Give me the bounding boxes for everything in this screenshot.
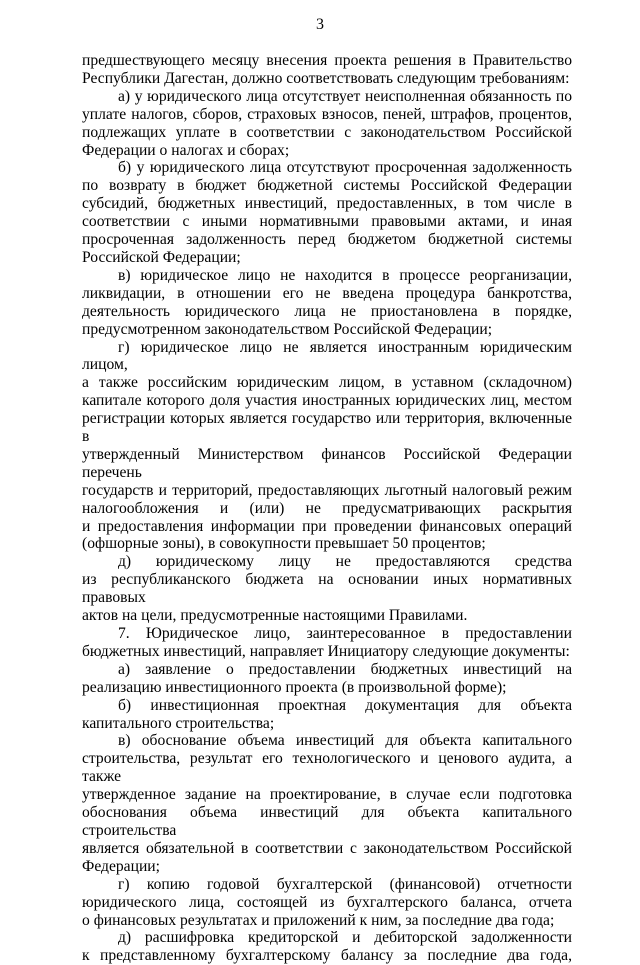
text-line: государств и территорий, предоставляющих льготный налоговый режим (82, 481, 572, 499)
text-line: в) обоснование объема инвестиций для объекта капитального (118, 732, 572, 750)
text-line: бюджетных инвестиций, направляет Инициатору следующие документы: (82, 642, 570, 660)
text-line: Российской Федерации; (82, 248, 241, 266)
text-line: (офшорные зоны), в совокупности превышает 50 процентов; (82, 535, 486, 553)
text-line: Республики Дагестан, должно соответствовать следующим требованиям: (82, 69, 570, 87)
text-line: капитального строительства; (82, 714, 275, 732)
text-line: из республиканского бюджета на основании иных нормативных правовых (82, 571, 572, 607)
text-line: уплате налогов, сборов, страховых взносов, пеней, штрафов, процентов, (82, 105, 572, 123)
text-line: реализацию инвестиционного проекта (в произвольной форме); (82, 678, 507, 696)
text-line: и предоставления информации при проведении финансовых операций (82, 517, 572, 535)
text-line: актов на цели, предусмотренные настоящими Правилами. (82, 607, 468, 625)
text-line: Федерации; (82, 857, 160, 875)
text-line: к представленному бухгалтерскому балансу за последние два года, (82, 947, 572, 965)
document-body (82, 52, 572, 965)
text-line: соответствии с иными нормативными правовыми актами, и иная (82, 213, 572, 231)
text-line: 7. Юридическое лицо, заинтересованное в предоставлении (118, 625, 572, 642)
text-line: о финансовых результатах и приложений к ним, за последние два года; (82, 911, 555, 929)
page-number: 3 (316, 16, 324, 33)
text-line: является обязательной в соответствии с законодательством Российской (82, 839, 572, 857)
text-line: деятельность юридического лица не приостановлена в порядке, (82, 302, 572, 320)
text-line: регистрации которых является государство или территория, включенные в (82, 410, 572, 446)
text-line: предшествующего месяцу внесения проекта решения в Правительство (82, 52, 572, 69)
text-line: утвержденный Министерством финансов Российской Федерации перечень (82, 445, 572, 481)
text-line: утвержденное задание на проектирование, в случае если подготовка (82, 786, 572, 804)
text-line: д) расшифровка кредиторской и дебиторской задолженности (118, 929, 572, 947)
text-line: г) копию годовой бухгалтерской (финансовой) отчетности (118, 875, 572, 893)
text-line: а) заявление о предоставлении бюджетных инвестиций на (118, 660, 572, 678)
text-line: в) юридическое лицо не находится в процессе реорганизации, (118, 266, 572, 284)
text-line: Федерации о налогах и сборах; (82, 141, 290, 159)
text-line: ликвидации, в отношении его не введена процедура банкротства, (82, 284, 572, 302)
text-line: юридического лица, состоящей из бухгалтерского баланса, отчета (82, 893, 572, 911)
text-line: д) юридическому лицу не предоставляются средства (118, 553, 572, 571)
text-line: строительства, результат его технологического и ценового аудита, а также (82, 750, 572, 786)
text-line: обоснования объема инвестиций для объекта капитального строительства (82, 804, 572, 839)
text-line: просроченная задолженность перед бюджетом бюджетной системы (82, 231, 572, 249)
text-line: капитале которого доля участия иностранных юридических лиц, местом (82, 392, 572, 410)
text-line: налогообложения и (или) не предусматривающих раскрытия (82, 499, 572, 517)
text-line: б) инвестиционная проектная документация для объекта (118, 696, 572, 714)
text-line: а) у юридического лица отсутствует неисполненная обязанность по (118, 87, 572, 105)
text-line: по возврату в бюджет бюджетной системы Российской Федерации (82, 177, 572, 195)
text-line: субсидий, бюджетных инвестиций, предоставленных, в том числе в (82, 195, 572, 213)
text-line: г) юридическое лицо не является иностранным юридическим лицом, (82, 338, 572, 374)
text-line: предусмотренном законодательством Российской Федерации; (82, 320, 493, 338)
text-line: б) у юридического лица отсутствуют просроченная задолженность (118, 159, 572, 177)
text-line: подлежащих уплате в соответствии с законодательством Российской (82, 123, 572, 141)
text-line: а также российским юридическим лицом, в уставном (складочном) (82, 374, 572, 392)
